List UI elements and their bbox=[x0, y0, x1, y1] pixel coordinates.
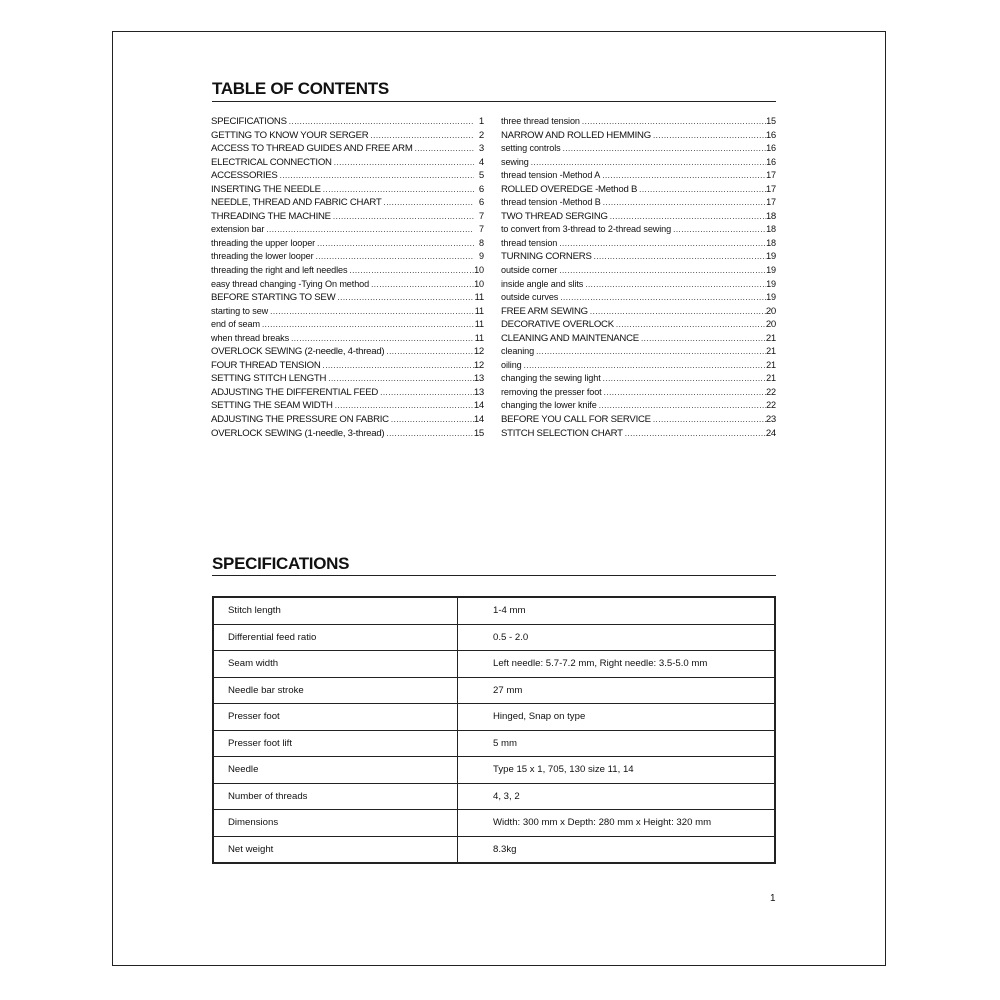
table-row bbox=[213, 677, 775, 704]
spec-label: Needle bbox=[213, 757, 458, 784]
toc-entry-page: 10 bbox=[474, 265, 484, 276]
toc-dot-leader bbox=[651, 413, 766, 427]
toc-title-rule bbox=[212, 101, 776, 102]
toc-entry bbox=[211, 156, 484, 170]
table-row bbox=[213, 624, 775, 651]
toc-dot-leader bbox=[332, 156, 474, 170]
toc-entry bbox=[501, 142, 776, 156]
specifications-title-rule bbox=[212, 575, 776, 576]
spec-value: 27 mm bbox=[458, 677, 776, 704]
toc-entry-label: thread tension -Method B bbox=[501, 197, 601, 208]
toc-dot-leader bbox=[588, 305, 766, 319]
toc-entry-label: to convert from 3-thread to 2-thread sewing bbox=[501, 224, 672, 235]
toc-title: TABLE OF CONTENTS bbox=[212, 79, 389, 98]
toc-entry-label: ACCESS TO THREAD GUIDES AND FREE ARM bbox=[211, 143, 413, 155]
toc-entry-label: INSERTING THE NEEDLE bbox=[211, 183, 321, 195]
toc-entry bbox=[501, 169, 776, 183]
spec-value: Left needle: 5.7-7.2 mm, Right needle: 3.5-5.0 mm bbox=[458, 651, 776, 678]
table-row bbox=[213, 704, 775, 731]
toc-entry-page: 20 bbox=[765, 319, 776, 331]
toc-dot-leader bbox=[601, 196, 766, 210]
toc-entry-page: 16 bbox=[766, 143, 776, 154]
toc-entry bbox=[211, 183, 484, 197]
toc-entry bbox=[211, 129, 484, 143]
toc-entry bbox=[501, 372, 776, 386]
toc-entry bbox=[501, 156, 776, 170]
toc-entry-label: ADJUSTING THE DIFFERENTIAL FEED bbox=[211, 386, 379, 398]
toc-entry-page: 19 bbox=[765, 251, 776, 263]
toc-entry-page: 17 bbox=[766, 170, 776, 181]
specifications-title: SPECIFICATIONS bbox=[212, 554, 350, 573]
toc-entry-label: setting controls bbox=[501, 143, 561, 154]
toc-dot-leader bbox=[278, 169, 474, 183]
toc-dot-leader bbox=[639, 332, 766, 346]
toc-entry-label: FOUR THREAD TENSION bbox=[211, 359, 321, 371]
toc-entry-page: 7 bbox=[478, 210, 484, 222]
toc-entry-page: 11 bbox=[474, 332, 484, 343]
toc-dot-leader bbox=[321, 359, 474, 373]
toc-entry bbox=[501, 237, 776, 251]
toc-entry bbox=[501, 278, 776, 292]
toc-entry bbox=[211, 210, 484, 224]
toc-dot-leader bbox=[558, 291, 766, 305]
table-row bbox=[213, 597, 775, 624]
toc-entry-page: 14 bbox=[473, 400, 484, 412]
toc-entry-label: NEEDLE, THREAD AND FABRIC CHART bbox=[211, 197, 382, 209]
toc-dot-leader bbox=[315, 237, 474, 251]
toc-dot-leader bbox=[529, 156, 766, 170]
toc-entry-label: TWO THREAD SERGING bbox=[501, 210, 608, 222]
toc-entry-label: when thread breaks bbox=[211, 332, 290, 343]
table-row bbox=[213, 810, 775, 837]
spec-label: Differential feed ratio bbox=[213, 624, 458, 651]
toc-entry-label: DECORATIVE OVERLOCK bbox=[501, 319, 614, 331]
toc-entry-label: inside angle and slits bbox=[501, 278, 584, 289]
spec-value: 5 mm bbox=[458, 730, 776, 757]
table-row bbox=[213, 757, 775, 784]
toc-entry-label: changing the lower knife bbox=[501, 400, 597, 411]
toc-entry-page: 17 bbox=[765, 183, 776, 195]
toc-dot-leader bbox=[580, 115, 766, 129]
toc-entry bbox=[501, 399, 776, 413]
toc-entry-page: 14 bbox=[473, 414, 484, 426]
toc-entry-page: 18 bbox=[766, 224, 776, 235]
toc-entry bbox=[501, 386, 776, 400]
toc-dot-leader bbox=[314, 250, 474, 264]
toc-entry-page: 21 bbox=[766, 359, 776, 370]
spec-label: Number of threads bbox=[213, 783, 458, 810]
spec-value: 8.3kg bbox=[458, 836, 776, 863]
toc-entry bbox=[501, 359, 776, 373]
toc-entry-page: 7 bbox=[479, 224, 484, 235]
toc-entry bbox=[501, 183, 776, 197]
toc-entry-label: three thread tension bbox=[501, 116, 580, 126]
toc-entry bbox=[211, 399, 484, 413]
toc-dot-leader bbox=[260, 318, 474, 332]
toc-entry-label: SPECIFICATIONS bbox=[211, 116, 287, 127]
toc-entry bbox=[501, 250, 776, 264]
toc-entry-page: 15 bbox=[766, 116, 776, 126]
toc-entry-page: 6 bbox=[478, 197, 484, 209]
toc-entry-page: 23 bbox=[765, 414, 776, 426]
toc-dot-leader bbox=[268, 305, 474, 319]
toc-entry-label: FREE ARM SEWING bbox=[501, 305, 588, 317]
toc-entry bbox=[501, 264, 776, 278]
toc-entry bbox=[501, 332, 776, 346]
toc-entry bbox=[501, 427, 776, 441]
toc-entry-page: 10 bbox=[474, 278, 484, 289]
toc-entry bbox=[501, 413, 776, 427]
toc-entry-label: outside corner bbox=[501, 265, 558, 276]
toc-entry-label: STITCH SELECTION CHART bbox=[501, 427, 623, 439]
toc-dot-leader bbox=[264, 223, 474, 237]
toc-entry-page: 24 bbox=[765, 427, 776, 439]
toc-entry-page: 22 bbox=[766, 386, 776, 397]
toc-entry-page: 9 bbox=[479, 251, 484, 262]
toc-entry-page: 18 bbox=[765, 210, 776, 222]
toc-entry-page: 2 bbox=[478, 129, 484, 141]
toc-entry-page: 22 bbox=[766, 400, 776, 411]
toc-dot-leader bbox=[384, 427, 473, 441]
toc-entry bbox=[211, 345, 484, 359]
toc-dot-leader bbox=[557, 264, 766, 278]
toc-entry bbox=[501, 305, 776, 319]
toc-entry-label: BEFORE YOU CALL FOR SERVICE bbox=[501, 414, 651, 426]
toc-entry-page: 6 bbox=[478, 183, 484, 195]
toc-entry-label: starting to sew bbox=[211, 305, 269, 316]
toc-entry-label: OVERLOCK SEWING (2-needle, 4-thread) bbox=[211, 346, 385, 358]
toc-entry bbox=[501, 223, 776, 237]
toc-entry-page: 18 bbox=[766, 237, 776, 248]
toc-dot-leader bbox=[384, 345, 473, 359]
toc-dot-leader bbox=[623, 427, 766, 441]
toc-dot-leader bbox=[671, 223, 766, 237]
toc-entry bbox=[501, 129, 776, 143]
toc-entry-page: 21 bbox=[766, 373, 776, 384]
toc-entry-label: ELECTRICAL CONNECTION bbox=[211, 156, 332, 168]
toc-entry bbox=[211, 237, 484, 251]
toc-entry-label: threading the upper looper bbox=[211, 237, 316, 248]
spec-label: Stitch length bbox=[213, 597, 458, 624]
toc-dot-leader bbox=[368, 129, 474, 143]
toc-entry-label: thread tension bbox=[501, 237, 558, 248]
toc-dot-leader bbox=[326, 372, 474, 386]
spec-label: Presser foot bbox=[213, 704, 458, 731]
toc-entry bbox=[211, 291, 484, 305]
toc-dot-leader bbox=[369, 278, 474, 292]
toc-entry bbox=[211, 196, 484, 210]
toc-entry-page: 11 bbox=[474, 292, 484, 304]
toc-dot-leader bbox=[522, 359, 766, 373]
toc-entry-page: 12 bbox=[473, 346, 484, 358]
toc-entry bbox=[211, 115, 484, 129]
toc-right-column bbox=[501, 115, 776, 440]
toc-dot-leader bbox=[601, 372, 766, 386]
toc-entry-label: threading the right and left needles bbox=[211, 265, 348, 276]
toc-entry-label: sewing bbox=[501, 156, 529, 167]
toc-entry-label: changing the sewing light bbox=[501, 373, 601, 384]
toc-entry-label: removing the presser foot bbox=[501, 386, 602, 397]
toc-entry bbox=[501, 115, 776, 129]
toc-entry-label: end of seam bbox=[211, 319, 260, 330]
table-row bbox=[213, 836, 775, 863]
table-row bbox=[213, 730, 775, 757]
toc-dot-leader bbox=[534, 345, 766, 359]
spec-value: 1-4 mm bbox=[493, 605, 526, 617]
toc-entry-page: 1 bbox=[478, 116, 484, 127]
toc-entry-page: 11 bbox=[474, 305, 484, 316]
toc-entry-label: THREADING THE MACHINE bbox=[211, 210, 331, 222]
toc-entry-label: SETTING THE SEAM WIDTH bbox=[211, 400, 333, 412]
toc-dot-leader bbox=[331, 210, 474, 224]
toc-entry-page: 15 bbox=[473, 427, 484, 439]
page-number: 1 bbox=[770, 893, 776, 904]
toc-dot-leader bbox=[381, 196, 474, 210]
toc-dot-leader bbox=[289, 332, 474, 346]
toc-dot-leader bbox=[557, 237, 766, 251]
toc-entry-page: 19 bbox=[766, 265, 776, 276]
toc-dot-leader bbox=[287, 115, 474, 129]
toc-entry bbox=[501, 210, 776, 224]
toc-dot-leader bbox=[583, 278, 766, 292]
toc-entry-page: 20 bbox=[765, 305, 776, 317]
toc-entry-label: threading the lower looper bbox=[211, 251, 314, 262]
toc-entry bbox=[501, 318, 776, 332]
spec-label: Dimensions bbox=[213, 810, 458, 837]
toc-dot-leader bbox=[561, 142, 766, 156]
toc-entry-page: 19 bbox=[766, 292, 776, 303]
toc-entry bbox=[211, 427, 484, 441]
toc-entry-label: OVERLOCK SEWING (1-needle, 3-thread) bbox=[211, 427, 385, 439]
toc-entry bbox=[211, 223, 484, 237]
toc-entry bbox=[211, 305, 484, 319]
toc-entry-page: 17 bbox=[766, 197, 776, 208]
toc-entry-page: 19 bbox=[766, 278, 776, 289]
toc-entry-label: CLEANING AND MAINTENANCE bbox=[501, 332, 639, 344]
toc-entry-page: 13 bbox=[473, 386, 484, 398]
toc-dot-leader bbox=[389, 413, 474, 427]
toc-entry bbox=[211, 250, 484, 264]
toc-dot-leader bbox=[592, 250, 766, 264]
toc-entry bbox=[211, 413, 484, 427]
spec-value: 4, 3, 2 bbox=[458, 783, 776, 810]
toc-entry bbox=[211, 264, 484, 278]
toc-dot-leader bbox=[600, 169, 766, 183]
toc-dot-leader bbox=[321, 183, 474, 197]
spec-label: Needle bar stroke bbox=[213, 677, 458, 704]
toc-entry bbox=[211, 359, 484, 373]
toc-entry-page: 13 bbox=[473, 373, 484, 385]
toc-entry-label: ACCESSORIES bbox=[211, 170, 278, 182]
toc-entry-label: outside curves bbox=[501, 292, 559, 303]
toc-entry bbox=[211, 386, 484, 400]
toc-entry-page: 8 bbox=[479, 237, 484, 248]
toc-dot-leader bbox=[651, 129, 766, 143]
table-row bbox=[213, 783, 775, 810]
toc-entry-label: SETTING STITCH LENGTH bbox=[211, 373, 327, 385]
toc-entry bbox=[211, 142, 484, 156]
toc-dot-leader bbox=[413, 142, 474, 156]
toc-entry-page: 16 bbox=[766, 156, 776, 167]
spec-label: Seam width bbox=[213, 651, 458, 678]
toc-entry bbox=[211, 372, 484, 386]
toc-entry-label: BEFORE STARTING TO SEW bbox=[211, 292, 336, 304]
spec-value: 0.5 - 2.0 bbox=[458, 624, 776, 651]
toc-entry-label: easy thread changing -Tying On method bbox=[211, 278, 370, 289]
toc-dot-leader bbox=[597, 399, 766, 413]
toc-entry-page: 21 bbox=[766, 346, 776, 357]
toc-entry-label: extension bar bbox=[211, 224, 265, 235]
toc-entry-page: 5 bbox=[478, 170, 484, 182]
toc-entry-page: 4 bbox=[478, 156, 484, 168]
spec-value: Type 15 x 1, 705, 130 size 11, 14 bbox=[458, 757, 776, 784]
toc-entry-page: 16 bbox=[765, 129, 776, 141]
toc-entry-label: ROLLED OVEREDGE -Method B bbox=[501, 183, 638, 195]
toc-entry-page: 21 bbox=[765, 332, 776, 344]
spec-value: Hinged, Snap on type bbox=[458, 704, 776, 731]
toc-entry bbox=[211, 318, 484, 332]
spec-label: Net weight bbox=[213, 836, 458, 863]
toc-entry-label: oiling bbox=[501, 359, 522, 370]
toc-entry bbox=[501, 345, 776, 359]
toc-entry-label: GETTING TO KNOW YOUR SERGER bbox=[211, 129, 369, 141]
toc-left-column bbox=[211, 115, 484, 440]
toc-entry-label: cleaning bbox=[501, 346, 535, 357]
table-row bbox=[213, 651, 775, 678]
toc-entry-page: 11 bbox=[474, 319, 484, 330]
toc-entry-label: TURNING CORNERS bbox=[501, 251, 592, 263]
toc-entry bbox=[211, 332, 484, 346]
toc-entry-label: NARROW AND ROLLED HEMMING bbox=[501, 129, 651, 141]
toc-entry-page: 3 bbox=[478, 143, 484, 155]
toc-entry bbox=[501, 196, 776, 210]
toc-entry-label: thread tension -Method A bbox=[501, 170, 601, 181]
spec-label: Presser foot lift bbox=[213, 730, 458, 757]
toc-entry bbox=[211, 278, 484, 292]
toc-dot-leader bbox=[335, 291, 474, 305]
toc-dot-leader bbox=[614, 318, 766, 332]
toc-dot-leader bbox=[333, 399, 474, 413]
toc-dot-leader bbox=[347, 264, 474, 278]
toc-dot-leader bbox=[602, 386, 766, 400]
toc-entry bbox=[211, 169, 484, 183]
spec-value: Width: 300 mm x Depth: 280 mm x Height: 320 mm bbox=[458, 810, 776, 837]
toc-entry-page: 12 bbox=[473, 359, 484, 371]
toc-dot-leader bbox=[608, 210, 766, 224]
specifications-table bbox=[212, 596, 776, 864]
toc-entry-label: ADJUSTING THE PRESSURE ON FABRIC bbox=[211, 414, 389, 426]
toc-dot-leader bbox=[378, 386, 474, 400]
toc-entry bbox=[501, 291, 776, 305]
toc-dot-leader bbox=[637, 183, 766, 197]
